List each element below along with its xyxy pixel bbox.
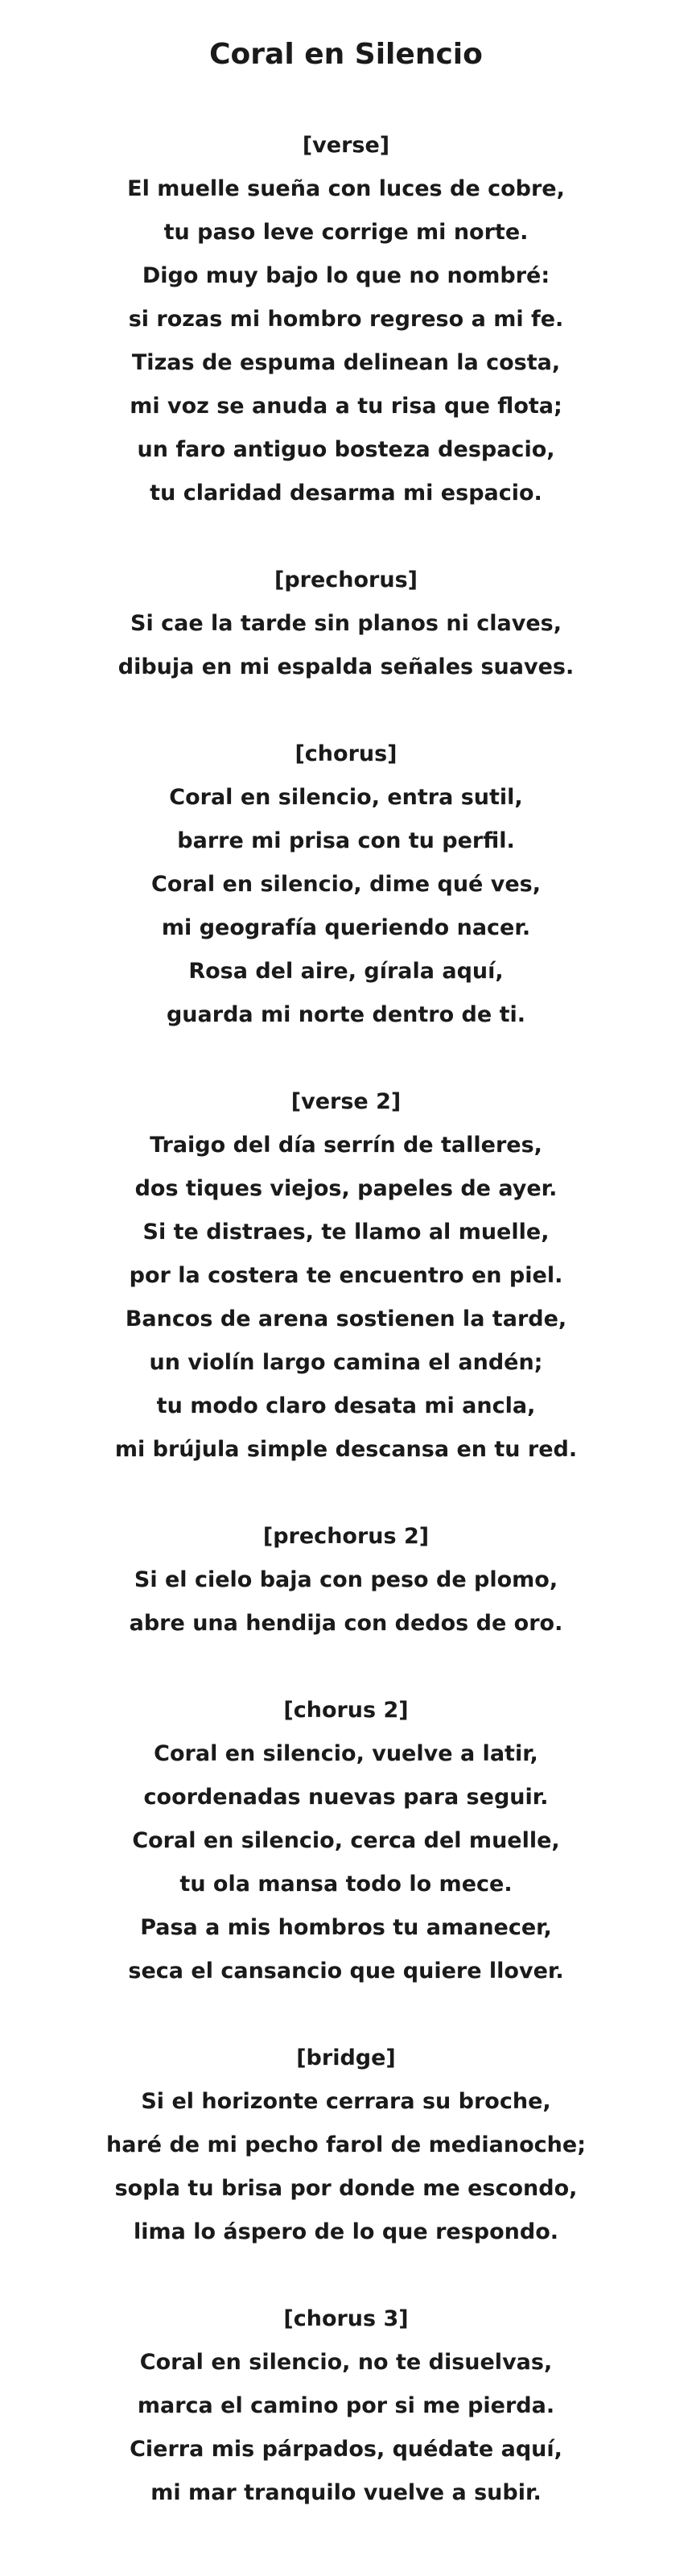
lyric-line: lima lo áspero de lo que respondo. <box>133 2219 559 2244</box>
lyric-line: mi mar tranquilo vuelve a subir. <box>150 2480 542 2505</box>
lyrics-body <box>0 124 692 2515</box>
lyric-line: por la costera te encuentro en piel. <box>129 1263 563 1288</box>
lyrics-section <box>0 559 692 689</box>
lyric-line: un violín largo camina el andén; <box>149 1350 543 1375</box>
lyric-line: tu ola mansa todo lo mece. <box>179 1872 513 1897</box>
lyric-line: Cierra mis párpados, quédate aquí, <box>130 2437 562 2462</box>
lyric-line: Traigo del día serrín de talleres, <box>150 1133 542 1158</box>
lyric-line: dos tiques viejos, papeles de ayer. <box>134 1176 558 1201</box>
lyric-line: mi voz se anuda a tu risa que flota; <box>130 394 562 419</box>
lyric-line: dibuja en mi espalda señales suaves. <box>117 654 575 679</box>
lyric-line: haré de mi pecho farol de medianoche; <box>106 2132 586 2157</box>
lyric-line: Si el horizonte cerrara su broche, <box>141 2089 551 2114</box>
lyric-line: tu modo claro desata mi ancla, <box>156 1393 536 1418</box>
section-label: [verse] <box>302 133 390 158</box>
lyrics-section <box>0 2297 692 2515</box>
lyric-line: El muelle sueña con luces de cobre, <box>127 176 565 201</box>
lyric-line: tu claridad desarma mi espacio. <box>150 481 542 506</box>
lyric-line: tu paso leve corrige mi norte. <box>163 220 529 245</box>
lyric-line: mi brújula simple descansa en tu red. <box>114 1437 578 1462</box>
lyric-line: Coral en silencio, vuelve a latir, <box>154 1741 538 1766</box>
lyric-line: guarda mi norte dentro de ti. <box>166 1002 525 1027</box>
lyrics-section <box>0 2037 692 2254</box>
section-label: [chorus 2] <box>283 1698 409 1723</box>
lyric-line: Coral en silencio, dime qué ves, <box>151 872 541 897</box>
section-label: [chorus] <box>295 741 397 766</box>
lyrics-section <box>0 1515 692 1645</box>
lyric-line: Coral en silencio, no te disuelvas, <box>139 2350 553 2375</box>
song-title: Coral en Silencio <box>209 38 483 71</box>
lyric-line: coordenadas nuevas para seguir. <box>143 1785 549 1810</box>
lyric-line: abre una hendija con dedos de oro. <box>129 1611 563 1636</box>
lyrics-section <box>0 733 692 1037</box>
section-label: [verse 2] <box>290 1089 402 1114</box>
lyric-line: un faro antiguo bosteza despacio, <box>137 437 555 462</box>
lyric-line: Coral en silencio, cerca del muelle, <box>132 1828 560 1853</box>
lyric-line: marca el camino por si me pierda. <box>137 2393 555 2418</box>
lyric-line: Tizas de espuma delinean la costa, <box>131 350 561 375</box>
lyric-line: Coral en silencio, entra sutil, <box>169 785 523 810</box>
lyric-line: Rosa del aire, gírala aquí, <box>188 959 504 984</box>
lyric-line: mi geografía queriendo nacer. <box>161 915 531 940</box>
section-label: [prechorus] <box>274 568 418 592</box>
lyric-line: Si cae la tarde sin planos ni claves, <box>130 611 562 636</box>
lyric-line: Digo muy bajo lo que no nombré: <box>142 263 550 288</box>
lyric-line: Pasa a mis hombros tu amanecer, <box>140 1915 552 1940</box>
lyric-line: Si te distraes, te llamo al muelle, <box>142 1220 550 1245</box>
lyrics-section <box>0 124 692 515</box>
lyric-line: barre mi prisa con tu perfil. <box>177 828 515 853</box>
lyric-line: sopla tu brisa por donde me escondo, <box>114 2176 578 2201</box>
lyrics-section <box>0 1080 692 1472</box>
lyric-line: si rozas mi hombro regreso a mi fe. <box>128 307 564 332</box>
section-label: [bridge] <box>296 2046 396 2070</box>
lyric-line: Bancos de arena sostienen la tarde, <box>125 1307 567 1331</box>
lyric-line: Si el cielo baja con peso de plomo, <box>134 1567 558 1592</box>
lyric-line: seca el cansancio que quiere llover. <box>128 1959 564 1984</box>
lyrics-section <box>0 1689 692 1993</box>
section-label: [chorus 3] <box>283 2306 409 2331</box>
section-label: [prechorus 2] <box>262 1524 430 1549</box>
